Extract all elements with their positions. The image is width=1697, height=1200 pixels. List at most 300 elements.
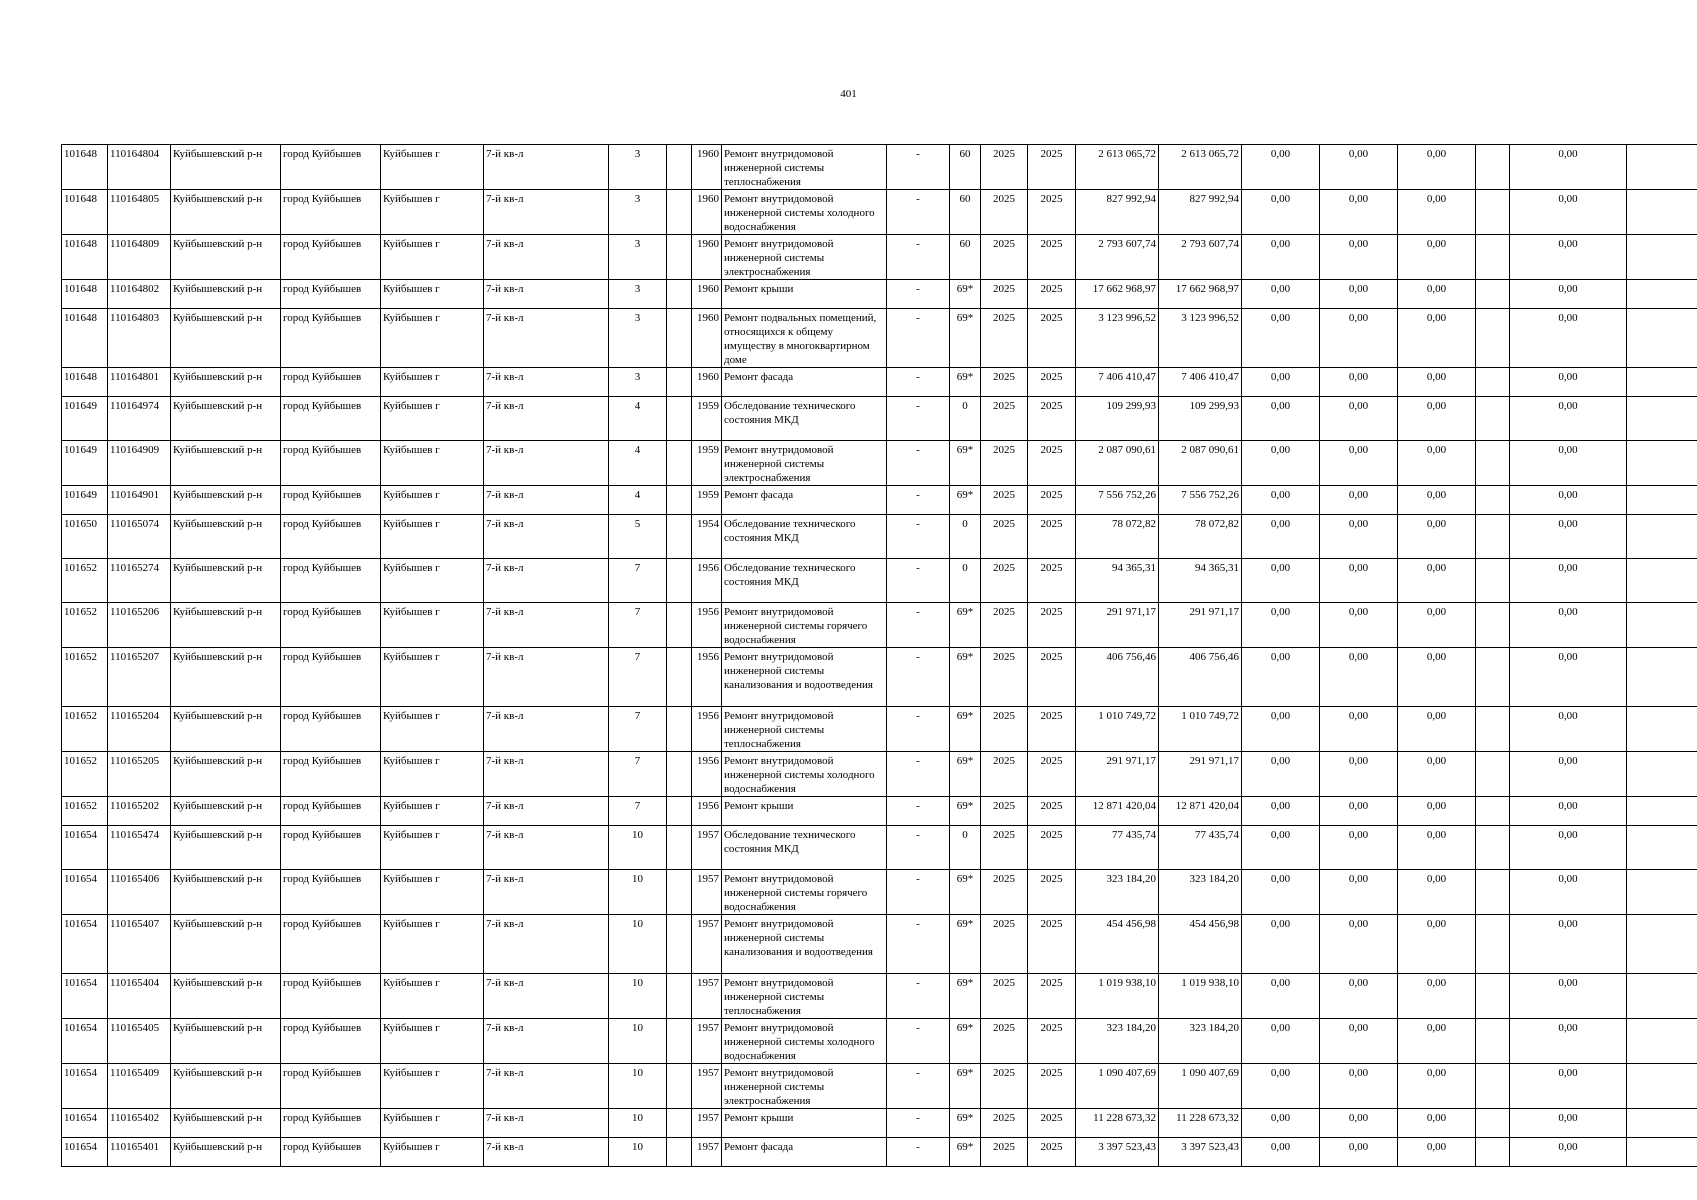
- cell-building: [667, 515, 692, 559]
- cell-year-built: 1957: [692, 826, 722, 870]
- cell-locality: Куйбышев г: [381, 707, 484, 752]
- cell-house-number: 10: [609, 870, 667, 915]
- cell-cost-other: 0,00: [1510, 309, 1627, 368]
- cell-municipality: город Куйбышев: [281, 145, 381, 190]
- cell-empty-col: [1476, 826, 1510, 870]
- cell-cost-fund: 11 228 673,32: [1159, 1109, 1242, 1138]
- cell-last-col: [1627, 1138, 1697, 1167]
- cell-last-col: [1627, 441, 1697, 486]
- cell-plan-year-end: 2025: [1028, 1019, 1076, 1064]
- cell-year-built: 1959: [692, 486, 722, 515]
- cell-house-number: 4: [609, 397, 667, 441]
- cell-cost-budget-1: 0,00: [1242, 1109, 1320, 1138]
- cell-work-type: Ремонт крыши: [722, 280, 887, 309]
- cell-cost-fund: 827 992,94: [1159, 190, 1242, 235]
- cell-wear-percent: 69*: [950, 915, 981, 974]
- cell-empty-col: [1476, 1064, 1510, 1109]
- cell-municipality: город Куйбышев: [281, 1019, 381, 1064]
- cell-plan-year-start: 2025: [981, 486, 1028, 515]
- cell-plan-year-start: 2025: [981, 190, 1028, 235]
- cell-dash-mark: -: [887, 280, 950, 309]
- cell-work-type: Ремонт внутридомовой инженерной системы холодного водоснабжения: [722, 190, 887, 235]
- cell-empty-col: [1476, 707, 1510, 752]
- cell-work-id: 110165207: [108, 648, 171, 707]
- cell-dash-mark: -: [887, 1109, 950, 1138]
- cell-municipality: город Куйбышев: [281, 1064, 381, 1109]
- cell-district: Куйбышевский р-н: [171, 752, 281, 797]
- cell-total-cost: 3 397 523,43: [1076, 1138, 1159, 1167]
- cell-cost-budget-2: 0,00: [1320, 870, 1398, 915]
- cell-plan-year-end: 2025: [1028, 559, 1076, 603]
- cell-locality: Куйбышев г: [381, 974, 484, 1019]
- cell-house-id: 101654: [62, 1109, 108, 1138]
- cell-wear-percent: 69*: [950, 974, 981, 1019]
- cell-district: Куйбышевский р-н: [171, 974, 281, 1019]
- cell-district: Куйбышевский р-н: [171, 397, 281, 441]
- cell-building: [667, 368, 692, 397]
- cell-empty-col: [1476, 1019, 1510, 1064]
- cell-municipality: город Куйбышев: [281, 826, 381, 870]
- table-row: [62, 397, 1697, 441]
- cell-year-built: 1959: [692, 441, 722, 486]
- cell-locality: Куйбышев г: [381, 235, 484, 280]
- cell-work-id: 110164974: [108, 397, 171, 441]
- cell-cost-budget-2: 0,00: [1320, 1138, 1398, 1167]
- cell-street: 7-й кв-л: [484, 1109, 609, 1138]
- cell-building: [667, 974, 692, 1019]
- cell-cost-fund: 323 184,20: [1159, 1019, 1242, 1064]
- table-row: [62, 974, 1697, 1019]
- cell-plan-year-end: 2025: [1028, 826, 1076, 870]
- cell-cost-budget-3: 0,00: [1398, 1109, 1476, 1138]
- cell-house-number: 10: [609, 1138, 667, 1167]
- cell-cost-other: 0,00: [1510, 797, 1627, 826]
- cell-total-cost: 2 613 065,72: [1076, 145, 1159, 190]
- cell-year-built: 1954: [692, 515, 722, 559]
- cell-municipality: город Куйбышев: [281, 190, 381, 235]
- cell-total-cost: 78 072,82: [1076, 515, 1159, 559]
- cell-building: [667, 603, 692, 648]
- cell-plan-year-start: 2025: [981, 797, 1028, 826]
- cell-cost-other: 0,00: [1510, 235, 1627, 280]
- cell-cost-fund: 94 365,31: [1159, 559, 1242, 603]
- cell-district: Куйбышевский р-н: [171, 1019, 281, 1064]
- cell-work-type: Ремонт крыши: [722, 1109, 887, 1138]
- cell-cost-other: 0,00: [1510, 515, 1627, 559]
- cell-cost-budget-3: 0,00: [1398, 707, 1476, 752]
- cell-total-cost: 323 184,20: [1076, 1019, 1159, 1064]
- cell-total-cost: 454 456,98: [1076, 915, 1159, 974]
- cell-plan-year-end: 2025: [1028, 648, 1076, 707]
- cell-street: 7-й кв-л: [484, 190, 609, 235]
- cell-cost-fund: 3 397 523,43: [1159, 1138, 1242, 1167]
- cell-municipality: город Куйбышев: [281, 648, 381, 707]
- cell-house-number: 3: [609, 309, 667, 368]
- cell-cost-budget-1: 0,00: [1242, 559, 1320, 603]
- cell-work-id: 110165274: [108, 559, 171, 603]
- page-number: 401: [840, 88, 857, 100]
- cell-district: Куйбышевский р-н: [171, 190, 281, 235]
- cell-year-built: 1959: [692, 397, 722, 441]
- cell-work-id: 110165204: [108, 707, 171, 752]
- cell-cost-other: 0,00: [1510, 915, 1627, 974]
- cell-district: Куйбышевский р-н: [171, 280, 281, 309]
- cell-street: 7-й кв-л: [484, 486, 609, 515]
- cell-year-built: 1957: [692, 1064, 722, 1109]
- cell-total-cost: 3 123 996,52: [1076, 309, 1159, 368]
- cell-house-id: 101654: [62, 870, 108, 915]
- cell-dash-mark: -: [887, 486, 950, 515]
- cell-cost-fund: 1 019 938,10: [1159, 974, 1242, 1019]
- cell-building: [667, 441, 692, 486]
- cell-municipality: город Куйбышев: [281, 486, 381, 515]
- cell-house-id: 101650: [62, 515, 108, 559]
- cell-cost-budget-2: 0,00: [1320, 1064, 1398, 1109]
- cell-cost-fund: 78 072,82: [1159, 515, 1242, 559]
- cell-house-id: 101652: [62, 797, 108, 826]
- cell-cost-budget-1: 0,00: [1242, 707, 1320, 752]
- cell-work-id: 110165474: [108, 826, 171, 870]
- cell-district: Куйбышевский р-н: [171, 1064, 281, 1109]
- cell-plan-year-end: 2025: [1028, 870, 1076, 915]
- cell-last-col: [1627, 190, 1697, 235]
- cell-cost-budget-2: 0,00: [1320, 915, 1398, 974]
- cell-cost-budget-2: 0,00: [1320, 797, 1398, 826]
- cell-house-number: 10: [609, 826, 667, 870]
- cell-cost-budget-1: 0,00: [1242, 752, 1320, 797]
- cell-plan-year-start: 2025: [981, 145, 1028, 190]
- cell-total-cost: 7 556 752,26: [1076, 486, 1159, 515]
- cell-locality: Куйбышев г: [381, 1109, 484, 1138]
- cell-empty-col: [1476, 559, 1510, 603]
- cell-building: [667, 486, 692, 515]
- cell-district: Куйбышевский р-н: [171, 309, 281, 368]
- cell-wear-percent: 69*: [950, 707, 981, 752]
- cell-cost-budget-3: 0,00: [1398, 559, 1476, 603]
- cell-building: [667, 707, 692, 752]
- cell-work-id: 110164801: [108, 368, 171, 397]
- cell-building: [667, 826, 692, 870]
- cell-year-built: 1956: [692, 752, 722, 797]
- cell-year-built: 1956: [692, 797, 722, 826]
- cell-locality: Куйбышев г: [381, 826, 484, 870]
- cell-empty-col: [1476, 1138, 1510, 1167]
- cell-locality: Куйбышев г: [381, 1064, 484, 1109]
- cell-house-id: 101654: [62, 1138, 108, 1167]
- cell-cost-budget-1: 0,00: [1242, 235, 1320, 280]
- cell-street: 7-й кв-л: [484, 1064, 609, 1109]
- cell-cost-budget-2: 0,00: [1320, 752, 1398, 797]
- cell-cost-budget-3: 0,00: [1398, 1019, 1476, 1064]
- cell-cost-budget-1: 0,00: [1242, 280, 1320, 309]
- cell-cost-budget-3: 0,00: [1398, 145, 1476, 190]
- cell-building: [667, 559, 692, 603]
- cell-empty-col: [1476, 486, 1510, 515]
- table-row: [62, 648, 1697, 707]
- cell-street: 7-й кв-л: [484, 603, 609, 648]
- cell-dash-mark: -: [887, 368, 950, 397]
- cell-work-id: 110164804: [108, 145, 171, 190]
- cell-year-built: 1960: [692, 309, 722, 368]
- cell-cost-budget-2: 0,00: [1320, 486, 1398, 515]
- cell-wear-percent: 60: [950, 145, 981, 190]
- cell-municipality: город Куйбышев: [281, 1109, 381, 1138]
- cell-dash-mark: -: [887, 559, 950, 603]
- cell-house-id: 101654: [62, 826, 108, 870]
- cell-cost-budget-2: 0,00: [1320, 559, 1398, 603]
- cell-total-cost: 2 087 090,61: [1076, 441, 1159, 486]
- cell-plan-year-start: 2025: [981, 397, 1028, 441]
- cell-locality: Куйбышев г: [381, 752, 484, 797]
- cell-plan-year-end: 2025: [1028, 190, 1076, 235]
- cell-cost-budget-1: 0,00: [1242, 1138, 1320, 1167]
- cell-wear-percent: 0: [950, 559, 981, 603]
- cell-municipality: город Куйбышев: [281, 368, 381, 397]
- cell-building: [667, 1064, 692, 1109]
- cell-cost-fund: 77 435,74: [1159, 826, 1242, 870]
- cell-building: [667, 1109, 692, 1138]
- cell-cost-other: 0,00: [1510, 1019, 1627, 1064]
- cell-building: [667, 280, 692, 309]
- cell-locality: Куйбышев г: [381, 368, 484, 397]
- cell-year-built: 1956: [692, 707, 722, 752]
- cell-house-number: 10: [609, 915, 667, 974]
- cell-building: [667, 752, 692, 797]
- cell-house-id: 101648: [62, 280, 108, 309]
- table-row: [62, 486, 1697, 515]
- cell-last-col: [1627, 309, 1697, 368]
- cell-cost-budget-3: 0,00: [1398, 190, 1476, 235]
- cell-work-id: 110164803: [108, 309, 171, 368]
- cell-cost-budget-2: 0,00: [1320, 707, 1398, 752]
- cell-plan-year-end: 2025: [1028, 309, 1076, 368]
- cell-cost-budget-2: 0,00: [1320, 145, 1398, 190]
- cell-district: Куйбышевский р-н: [171, 486, 281, 515]
- cell-wear-percent: 0: [950, 515, 981, 559]
- cell-house-number: 10: [609, 1109, 667, 1138]
- cell-wear-percent: 69*: [950, 797, 981, 826]
- table-row: [62, 826, 1697, 870]
- cell-municipality: город Куйбышев: [281, 309, 381, 368]
- cell-house-number: 3: [609, 368, 667, 397]
- cell-empty-col: [1476, 235, 1510, 280]
- cell-municipality: город Куйбышев: [281, 603, 381, 648]
- cell-work-type: Ремонт внутридомовой инженерной системы холодного водоснабжения: [722, 752, 887, 797]
- cell-wear-percent: 69*: [950, 648, 981, 707]
- cell-cost-other: 0,00: [1510, 870, 1627, 915]
- cell-wear-percent: 69*: [950, 368, 981, 397]
- cell-total-cost: 291 971,17: [1076, 752, 1159, 797]
- cell-locality: Куйбышев г: [381, 870, 484, 915]
- cell-cost-budget-3: 0,00: [1398, 1064, 1476, 1109]
- cell-locality: Куйбышев г: [381, 190, 484, 235]
- cell-total-cost: 406 756,46: [1076, 648, 1159, 707]
- cell-plan-year-start: 2025: [981, 707, 1028, 752]
- cell-cost-fund: 323 184,20: [1159, 870, 1242, 915]
- cell-dash-mark: -: [887, 1019, 950, 1064]
- cell-total-cost: 94 365,31: [1076, 559, 1159, 603]
- cell-last-col: [1627, 559, 1697, 603]
- cell-wear-percent: 0: [950, 397, 981, 441]
- cell-work-type: Ремонт внутридомовой инженерной системы теплоснабжения: [722, 707, 887, 752]
- cell-cost-budget-3: 0,00: [1398, 974, 1476, 1019]
- cell-cost-budget-3: 0,00: [1398, 1138, 1476, 1167]
- cell-cost-other: 0,00: [1510, 397, 1627, 441]
- cell-plan-year-start: 2025: [981, 280, 1028, 309]
- cell-cost-other: 0,00: [1510, 1138, 1627, 1167]
- cell-cost-budget-1: 0,00: [1242, 974, 1320, 1019]
- cell-dash-mark: -: [887, 915, 950, 974]
- cell-cost-budget-3: 0,00: [1398, 397, 1476, 441]
- cell-work-id: 110165202: [108, 797, 171, 826]
- cell-building: [667, 1019, 692, 1064]
- cell-street: 7-й кв-л: [484, 1138, 609, 1167]
- cell-district: Куйбышевский р-н: [171, 559, 281, 603]
- cell-house-id: 101649: [62, 441, 108, 486]
- cell-wear-percent: 69*: [950, 280, 981, 309]
- cell-year-built: 1957: [692, 974, 722, 1019]
- cell-house-id: 101652: [62, 707, 108, 752]
- cell-cost-fund: 291 971,17: [1159, 603, 1242, 648]
- cell-plan-year-start: 2025: [981, 1109, 1028, 1138]
- cell-cost-budget-2: 0,00: [1320, 974, 1398, 1019]
- cell-empty-col: [1476, 368, 1510, 397]
- cell-street: 7-й кв-л: [484, 826, 609, 870]
- cell-empty-col: [1476, 441, 1510, 486]
- cell-building: [667, 397, 692, 441]
- cell-house-number: 10: [609, 974, 667, 1019]
- cell-last-col: [1627, 280, 1697, 309]
- cell-street: 7-й кв-л: [484, 441, 609, 486]
- cell-year-built: 1957: [692, 1109, 722, 1138]
- cell-cost-budget-2: 0,00: [1320, 397, 1398, 441]
- cell-cost-other: 0,00: [1510, 280, 1627, 309]
- cell-locality: Куйбышев г: [381, 309, 484, 368]
- cell-wear-percent: 60: [950, 235, 981, 280]
- cell-plan-year-start: 2025: [981, 235, 1028, 280]
- cell-cost-budget-1: 0,00: [1242, 603, 1320, 648]
- cell-last-col: [1627, 1109, 1697, 1138]
- cell-work-id: 110165406: [108, 870, 171, 915]
- cell-cost-budget-2: 0,00: [1320, 190, 1398, 235]
- cell-cost-other: 0,00: [1510, 603, 1627, 648]
- cell-cost-budget-1: 0,00: [1242, 797, 1320, 826]
- cell-cost-budget-1: 0,00: [1242, 826, 1320, 870]
- cell-cost-budget-3: 0,00: [1398, 515, 1476, 559]
- cell-cost-fund: 7 406 410,47: [1159, 368, 1242, 397]
- cell-dash-mark: -: [887, 145, 950, 190]
- cell-cost-budget-2: 0,00: [1320, 515, 1398, 559]
- cell-last-col: [1627, 235, 1697, 280]
- cell-house-number: 4: [609, 441, 667, 486]
- table-row: [62, 752, 1697, 797]
- cell-last-col: [1627, 797, 1697, 826]
- cell-municipality: город Куйбышев: [281, 974, 381, 1019]
- cell-empty-col: [1476, 190, 1510, 235]
- cell-locality: Куйбышев г: [381, 648, 484, 707]
- cell-last-col: [1627, 397, 1697, 441]
- cell-plan-year-end: 2025: [1028, 397, 1076, 441]
- cell-locality: Куйбышев г: [381, 603, 484, 648]
- cell-total-cost: 827 992,94: [1076, 190, 1159, 235]
- cell-work-id: 110165206: [108, 603, 171, 648]
- cell-dash-mark: -: [887, 648, 950, 707]
- cell-municipality: город Куйбышев: [281, 752, 381, 797]
- cell-plan-year-start: 2025: [981, 974, 1028, 1019]
- cell-cost-budget-2: 0,00: [1320, 280, 1398, 309]
- cell-cost-budget-1: 0,00: [1242, 1064, 1320, 1109]
- table-row: [62, 915, 1697, 974]
- cell-house-number: 7: [609, 559, 667, 603]
- cell-last-col: [1627, 1064, 1697, 1109]
- table-row: [62, 603, 1697, 648]
- cell-last-col: [1627, 486, 1697, 515]
- cell-work-type: Ремонт внутридомовой инженерной системы теплоснабжения: [722, 145, 887, 190]
- table-row: [62, 559, 1697, 603]
- cell-work-type: Ремонт фасада: [722, 486, 887, 515]
- cell-work-id: 110165074: [108, 515, 171, 559]
- cell-cost-budget-1: 0,00: [1242, 145, 1320, 190]
- cell-empty-col: [1476, 603, 1510, 648]
- cell-wear-percent: 69*: [950, 1019, 981, 1064]
- cell-cost-other: 0,00: [1510, 486, 1627, 515]
- cell-street: 7-й кв-л: [484, 309, 609, 368]
- cell-house-number: 7: [609, 603, 667, 648]
- cell-house-number: 10: [609, 1064, 667, 1109]
- cell-locality: Куйбышев г: [381, 915, 484, 974]
- cell-cost-fund: 2 087 090,61: [1159, 441, 1242, 486]
- cell-total-cost: 77 435,74: [1076, 826, 1159, 870]
- cell-district: Куйбышевский р-н: [171, 145, 281, 190]
- cell-street: 7-й кв-л: [484, 797, 609, 826]
- cell-dash-mark: -: [887, 1138, 950, 1167]
- cell-year-built: 1960: [692, 145, 722, 190]
- table-row: [62, 235, 1697, 280]
- cell-cost-budget-3: 0,00: [1398, 486, 1476, 515]
- cell-dash-mark: -: [887, 797, 950, 826]
- cell-last-col: [1627, 915, 1697, 974]
- cell-plan-year-end: 2025: [1028, 1138, 1076, 1167]
- cell-work-type: Ремонт внутридомовой инженерной системы электроснабжения: [722, 1064, 887, 1109]
- cell-work-type: Ремонт подвальных помещений, относящихся к общему имуществу в многоквартирном доме: [722, 309, 887, 368]
- cell-last-col: [1627, 870, 1697, 915]
- cell-cost-other: 0,00: [1510, 190, 1627, 235]
- cell-cost-budget-3: 0,00: [1398, 915, 1476, 974]
- cell-plan-year-start: 2025: [981, 648, 1028, 707]
- cell-building: [667, 145, 692, 190]
- cell-year-built: 1956: [692, 603, 722, 648]
- cell-total-cost: 11 228 673,32: [1076, 1109, 1159, 1138]
- cell-cost-budget-2: 0,00: [1320, 309, 1398, 368]
- cell-house-id: 101654: [62, 974, 108, 1019]
- cell-street: 7-й кв-л: [484, 974, 609, 1019]
- cell-municipality: город Куйбышев: [281, 235, 381, 280]
- cell-street: 7-й кв-л: [484, 915, 609, 974]
- cell-plan-year-start: 2025: [981, 1019, 1028, 1064]
- cell-work-id: 110164809: [108, 235, 171, 280]
- cell-total-cost: 7 406 410,47: [1076, 368, 1159, 397]
- cell-cost-other: 0,00: [1510, 441, 1627, 486]
- cell-empty-col: [1476, 974, 1510, 1019]
- cell-work-id: 110165405: [108, 1019, 171, 1064]
- cell-empty-col: [1476, 797, 1510, 826]
- cell-dash-mark: -: [887, 397, 950, 441]
- cell-work-type: Ремонт внутридомовой инженерной системы холодного водоснабжения: [722, 1019, 887, 1064]
- cell-wear-percent: 69*: [950, 752, 981, 797]
- cell-work-id: 110165407: [108, 915, 171, 974]
- cell-district: Куйбышевский р-н: [171, 441, 281, 486]
- cell-cost-other: 0,00: [1510, 648, 1627, 707]
